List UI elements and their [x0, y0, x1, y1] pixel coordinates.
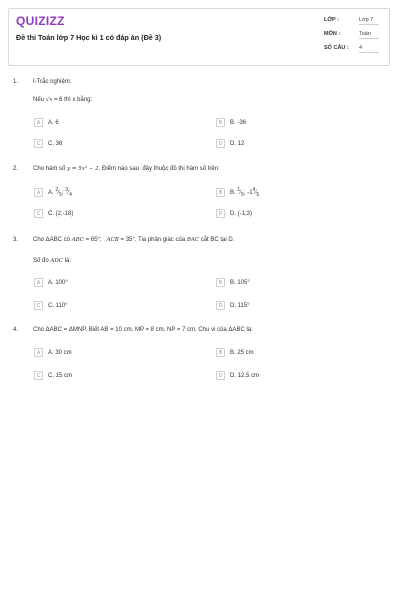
option-label: A. $^2⁄_5$; $^3⁄_4$ — [48, 187, 72, 199]
option-letter-box: A — [34, 348, 43, 357]
option-label: D. 12 — [230, 140, 245, 147]
question-text: Nếu √x = 6 thì x bằng: — [33, 97, 93, 103]
option-c[interactable] — [34, 301, 68, 310]
option-label: B. 105° — [230, 279, 250, 286]
option-label: C. 110° — [48, 302, 68, 309]
option-d[interactable] — [216, 371, 259, 380]
question-number: 4. — [13, 327, 19, 333]
option-letter-box: D — [216, 139, 225, 148]
option-label: D. 115° — [230, 302, 250, 309]
meta-key-subject: MÔN : — [324, 31, 341, 37]
option-c[interactable] — [34, 209, 73, 218]
option-a[interactable] — [34, 187, 72, 198]
option-b[interactable] — [216, 118, 246, 127]
option-d[interactable] — [216, 209, 252, 218]
option-letter-box: D — [216, 301, 225, 310]
question-number: 1. — [13, 79, 19, 85]
option-c[interactable] — [34, 371, 72, 380]
option-d[interactable] — [216, 139, 244, 148]
option-letter-box: B — [216, 278, 225, 287]
meta-value-count: 4 — [359, 45, 379, 53]
option-letter-box: B — [216, 188, 225, 197]
option-c[interactable] — [34, 139, 62, 148]
option-a[interactable] — [34, 348, 72, 357]
option-label: B. -36 — [230, 119, 247, 126]
option-b[interactable] — [216, 278, 250, 287]
question-text: Cho ΔABC = ΔMNP. Biết AB = 10 cm, MP = 8 cm, NP = 7 cm. Chu vi của ΔABC là: — [33, 327, 253, 333]
option-b[interactable] — [216, 348, 254, 357]
option-label: D. (-1;3) — [230, 210, 253, 217]
option-label: C. (2;-18) — [48, 210, 74, 217]
quizizz-logo: QUIZIZZ — [16, 14, 65, 28]
meta-value-subject: Toán — [359, 31, 379, 39]
question-text: Cho ΔABC có ABC = 65°; ACB = 35°. Tia phân giác của BAC cắt BC tại D. — [33, 237, 235, 243]
option-d[interactable] — [216, 301, 250, 310]
meta-key-grade: LỚP : — [324, 17, 339, 23]
question-text: Cho hàm số y = 5x² − 2. Điểm nào sau đây thuộc đồ thị hàm số trên: — [33, 166, 220, 172]
option-label: B. $^1⁄_5$; $-1^4⁄_5$ — [230, 187, 260, 199]
option-letter-box: C — [34, 371, 43, 380]
option-letter-box: D — [216, 371, 225, 380]
option-letter-box: C — [34, 209, 43, 218]
option-letter-box: C — [34, 139, 43, 148]
option-label: C. 15 cm — [48, 372, 73, 379]
meta-key-count: SỐ CÂU : — [324, 45, 349, 51]
page-title: Đề thi Toán lớp 7 Học kì 1 có đáp án (Đề 3) — [16, 33, 162, 42]
question-text-line-2: Số đo ADC là: — [33, 258, 71, 264]
option-b[interactable] — [216, 187, 259, 198]
option-label: B. 25 cm — [230, 349, 254, 356]
option-label: C. 36 — [48, 140, 63, 147]
meta-value-grade: Lớp 7 — [359, 17, 379, 25]
option-letter-box: A — [34, 188, 43, 197]
question-number: 3. — [13, 237, 19, 243]
option-letter-box: B — [216, 348, 225, 357]
option-letter-box: C — [34, 301, 43, 310]
question-number: 2. — [13, 166, 19, 172]
option-label: D. 12,5 cm — [230, 372, 260, 379]
option-letter-box: D — [216, 209, 225, 218]
option-label: A. 6 — [48, 119, 59, 126]
option-letter-box: A — [34, 118, 43, 127]
option-a[interactable] — [34, 278, 68, 287]
question-heading: I-Trắc nghiệm: — [33, 79, 72, 85]
option-letter-box: A — [34, 278, 43, 287]
option-a[interactable] — [34, 118, 59, 127]
option-letter-box: B — [216, 118, 225, 127]
option-label: A. 100° — [48, 279, 68, 286]
option-label: A. 30 cm — [48, 349, 72, 356]
